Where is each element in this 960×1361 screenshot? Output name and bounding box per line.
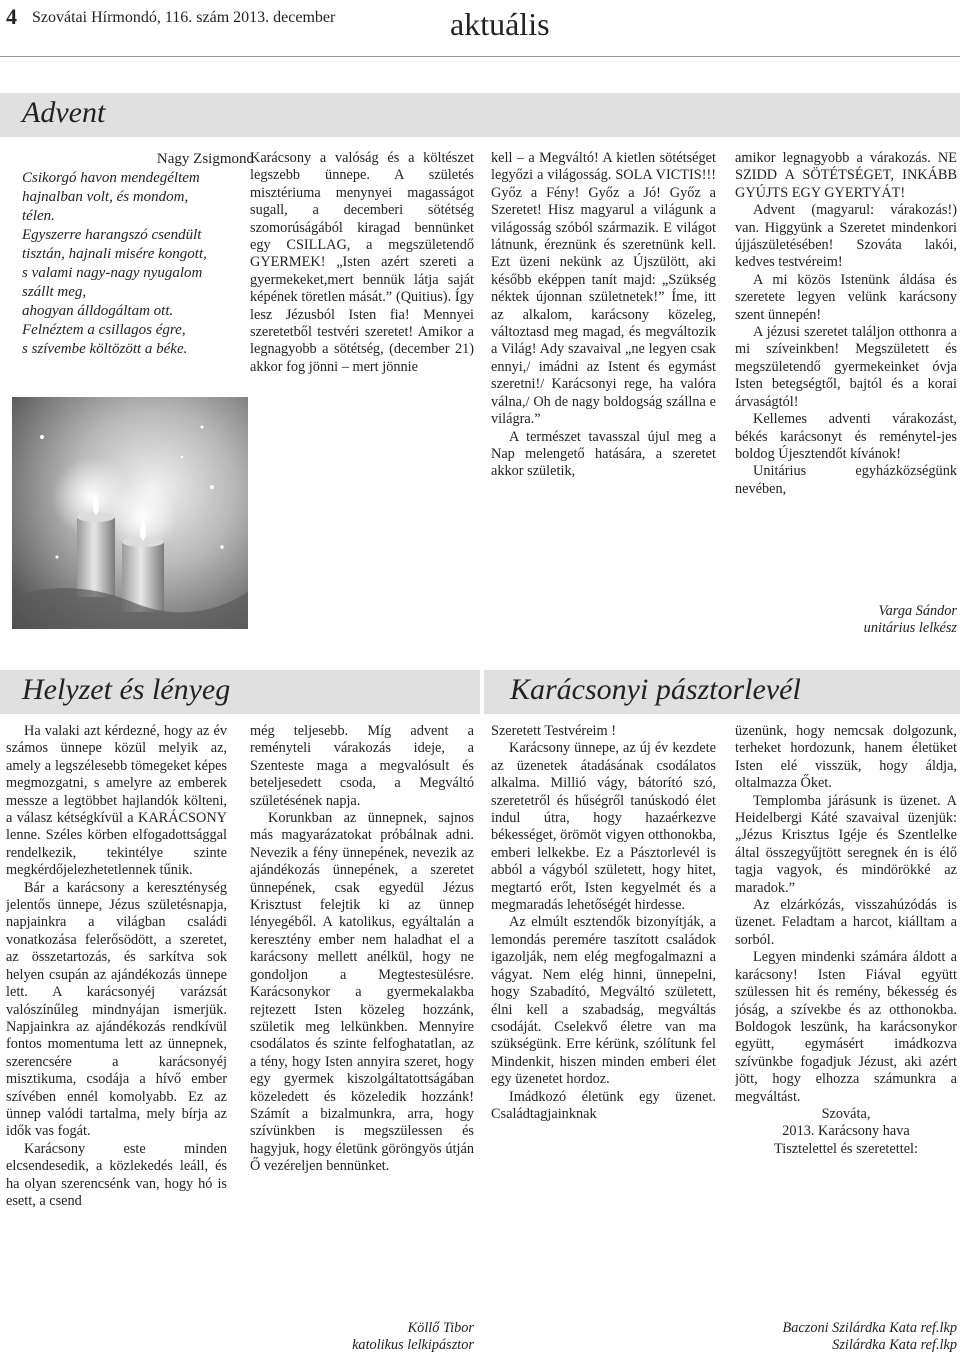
paragraph: 2013. Karácsony hava [782, 1123, 910, 1140]
helyzet-col-2 [250, 723, 474, 1323]
advent-col-3 [491, 150, 716, 636]
section-title: aktuális [450, 6, 550, 42]
paragraph: Unitárius egyházközségünk nevében, [735, 463, 957, 497]
paragraph: Az elmúlt esztendők bizonyítják, a lemondás peremére taszított családok igazolják, nem elég megfogalmazni a vágyat. Nem elég hinni, ünnepelni, hogy Szabadító, Megváltó született, élni kell a szabadság, megváltás csodáját. Cselekvő életre van ma szükségünk. Erre kérünk, szólítunk fel Mindenkit, hiszen minden emberi élet egy üzenetet hordoz. [491, 914, 716, 1088]
paragraph: Ha valaki azt kérdezné, hogy az év számos ünnepe közül melyik az, amely a legszélesebb tömegeket képes megmozgatni, s amelyre az emberek messze a legtöbbet hajlandók költeni, a válasz kétségkívül a KARÁCSONY lenne. Széles körben elfogadottsággal rendelkezik, tekintélye szinte megkérdőjelezhetetlennek tűnik. [6, 723, 227, 879]
paragraph: Szeretett Testvéreim ! [491, 723, 616, 739]
advent-title-bar [0, 93, 960, 137]
paragraph: A jézusi szeretet találjon otthonra a mi szíveinkben! Megszületett és megszületendő gyermekeinket óvja Isten betegségtől, bajtól és a korai árvaságtól! [735, 324, 957, 410]
paragraph: Imádkozó életünk egy üzenet. Családtagjainknak [491, 1088, 716, 1122]
poem-line: télen. [22, 208, 55, 224]
poem-line: s valami nagy-nagy nyugalom [22, 265, 203, 281]
pasztorlevel-signature-2: Szilárdka Kata ref.lkp [832, 1337, 957, 1354]
poem-author: Nagy Zsigmond [156, 151, 254, 167]
paragraph: Az elzárkózás, visszahúzódás is üzenet. Feladtam a harcot, kiálltam a sorból. [735, 897, 957, 948]
paragraph: Templomba járásunk is üzenet. A Heidelbergi Káté szavaival üzenjük: „Jézus Krisztus Igéje és Szentlelke által összegyűjtött seregnek én is élő tagja vagyok, és mindörökké az maradok.” [735, 792, 957, 896]
paragraph: A mi közös Istenünk áldása és szeretete legyen velünk karácsony szent ünnepén! [735, 271, 957, 323]
paragraph: Karácsony a valóság és a költészet legszebb ünnepe. A születés misztériuma menynyei magasságot sugall, a decemberi sötétség szomorúságából kiragad bennünket egy CSILLAG, a megszületendő GYERMEK! „Isten azért szereti a gyermekeket,mert bennük látja saját képének töretlen mását.” (Quitius). Így lesz Jézusból Isten fia! Mennyei szeretetből testvéri szeretet! Amikor a legnagyobb a sötétség, (december 21) akkor fog jönni – mert jönnie [250, 150, 474, 375]
poem-line: ahogyan álldogáltam ott. [22, 303, 174, 319]
pasztorlevel-signature [735, 1320, 957, 1355]
advent-signature-role: unitárius lelkész [863, 620, 957, 637]
paragraph: Szováta, [821, 1105, 871, 1122]
page-number: 4 [6, 4, 17, 29]
paragraph: amikor legnagyobb a várakozás. NE SZIDD A SÖTÉTSÉGET, INKÁBB GYÚJTS EGY GYERTYÁT! [735, 150, 957, 201]
paragraph: kell – a Megváltó! A kietlen sötétséget legyőzi a világosság. SOLA VICTIS!!! Győz a Fény! Győz a Jó! Győz a Szeretet! Hisz magyarul a világunk a világosság szóból származik. E világot látnunk, éreznünk és szeretnünk kell. Ezt üzeni nekünk az Újszülött, aki később eképpen tanít majd: „Szükség néktek újonnan születnetek!” Íme, itt az alkalom, karácsony közeleg, változtasd meg magad, és megváltozik a Világ! Ady szavaival „ne legyen csak ennyi,/ imádni az Istent és egymást szeretni!/ Karácsonyi rege, ha valóra válna,/ Oh de nagy boldogság szállna e világra.” [491, 150, 716, 428]
pasztorlevel-col-1 [491, 723, 716, 1359]
candles-illustration [12, 397, 248, 629]
helyzet-col-1 [6, 723, 227, 1359]
helyzet-signature-name: Köllő Tibor [407, 1320, 474, 1336]
paragraph: Karácsony ünnepe, az új év kezdete az üzenetek átadásának csodálatos alkalma. Millió vágy, bátorító szó, szeretetről és hűségről tanúskodó élet indul útra, hogy hazaérkezve békességet, örömöt vigyen otthonokba, emberi lelkekbe. Ez a Pásztorlevél is abból a vágyból született, hogy hitet, megtartó erőt, Isten kegyelmét és a megmaradás lehetőségét hirdesse. [491, 740, 716, 914]
poem-line: Egyszerre harangszó csendült [22, 227, 202, 243]
paragraph: A természet tavasszal újul meg a Nap melengető hatására, a szeretet akkor születik, [491, 428, 716, 480]
advent-poem [22, 150, 258, 359]
poem-line: s szívembe költözött a béke. [22, 341, 188, 357]
paragraph: üzenünk, hogy nemcsak dolgozunk, terheket hordozunk, hanem életüket Isten elé visszük, hogy áldja, oltalmazza Őket. [735, 723, 957, 792]
paragraph: Kellemes adventi várakozást, békés karácsonyt és reménytel-jes boldog Újesztendőt kívánok! [735, 411, 957, 462]
poem-lines [22, 169, 258, 359]
poem-line: Felnéztem a csillagos égre, [22, 322, 186, 338]
paragraph: Bár a karácsony a kereszténység jelentős ünnepe, Jézus születésnapja, napjainkra a világban családi vonatkozása felerősödött, a szeretet, az összetartozás, és sarkítva sok helyen csupán az ajándékozás ünnepe lett. A karácsonyéj varázsát valószínűleg mindnyájan ismerjük. Napjainkra az ajándékozás rendkívül fontos momentuma lett az ünnepnek, szerencsére a karácsonyéj misztikuma, csodája a hívő ember szívében ennél komolyabb. Ez az ünnep valódi tartalma, mely bírja az idők vas fogát. [6, 879, 227, 1140]
advent-col-4 [735, 150, 957, 610]
poem-line: Csikorgó havon mendegéltem [22, 170, 200, 186]
advent-title: Advent [22, 96, 106, 129]
header-divider [0, 56, 960, 57]
candles-photo [12, 397, 248, 629]
paragraph: még teljesebb. Míg advent a reményteli várakozás ideje, a Szenteste maga a megvalósult és beteljesedett csoda, a Megváltó születésének napja. [250, 723, 474, 809]
paragraph: Karácsony este minden elcsendesedik, a közlekedés leáll, és ha olyan szerencsénk van, hogy hó is esett, a csend [6, 1140, 227, 1209]
helyzet-signature-role: katolikus lelkipásztor [352, 1337, 474, 1354]
poem-line: szállt meg, [22, 284, 87, 300]
paragraph: Korunkban az ünnepnek, sajnos más magyarázatokat próbálnak adni. Nevezik a fény ünnepének, nevezik az ajándékozás ünnepének, a szeretet ünnepének, csak egyedül Jézus Krisztust felejtik ki az ünnep lényegéből. A katolikus, egyáltalán a keresztény ember nem haladhat el a karácsony mellett anélkül, hogy ne gondoljon a Megtestesülésre. Karácsonykor a gyermekalakba rejtezett Isten közeleg hozzánk, születik meg lelkünkben. Mennyire csodálatos és szinte felfoghatatlan, az a tény, hogy Isten annyira szeret, hogy egy gyermek kiszolgáltatottságában közeledett és közeledik hozzánk! Számít a bizalmunkra, arra, hogy szívünkben is megszülessen és hagyjuk, hogy életünk göröngyös útján Ő vezéreljen bennünket. [250, 810, 474, 1175]
paragraph: Legyen mindenki számára áldott a karácsony! Isten Fiával együtt szülessen hit és remény, békesség és jóság, a szívekbe és az otthonokba. Boldogok leszünk, ha karácsonykor együtt, egymásért imádkozva szívünkbe fogadjuk Jézust, aki azért jött, hogy elhozza számunkra a megváltást. [735, 949, 957, 1105]
poem-line: hajnalban volt, és mondom, [22, 189, 189, 205]
advent-signature [735, 603, 957, 638]
advent-col-2 [250, 150, 474, 636]
helyzet-signature [250, 1320, 474, 1355]
helyzet-title: Helyzet és lényeg [22, 673, 231, 706]
poem-line: tisztán, hajnali misére kongott, [22, 246, 207, 262]
advent-signature-name: Varga Sándor [878, 603, 957, 619]
pasztorlevel-signature-1: Baczoni Szilárdka Kata ref.lkp [782, 1320, 957, 1336]
paragraph: Tisztelettel és szeretettel: [774, 1140, 918, 1157]
paragraph: Advent (magyarul: várakozás!) van. Higgyünk a Szeretet mindenkori újjászületésében! Szováta lakói, kedves testvéreim! [735, 202, 957, 271]
pasztorlevel-col-2 [735, 723, 957, 1323]
pasztorlevel-title: Karácsonyi pásztorlevél [510, 673, 801, 706]
issue-info: Szovátai Hírmondó, 116. szám 2013. december [32, 9, 336, 26]
